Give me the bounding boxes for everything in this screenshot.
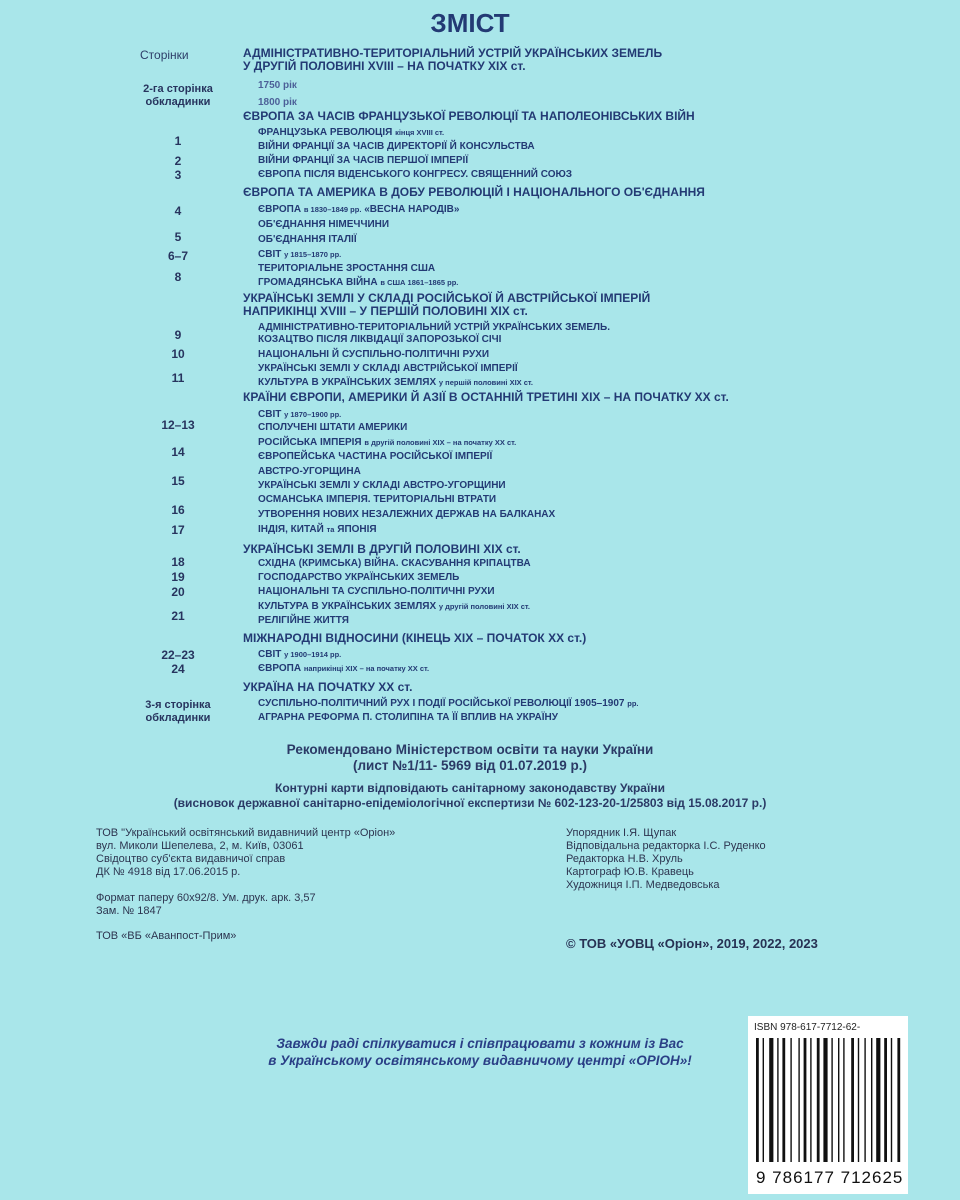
sanitary-line: Контурні карти відповідають санітарному законодавству України: [275, 781, 665, 795]
toc-item: ЄВРОПА ПІСЛЯ ВІДЕНСЬКОГО КОНГРЕСУ. СВЯЩЕННИЙ СОЮЗ: [258, 169, 573, 180]
section-title: У ДРУГІЙ ПОЛОВИНІ XVIII – НА ПОЧАТКУ XIX ст.: [243, 59, 526, 73]
toc-item: КУЛЬТУРА В УКРАЇНСЬКИХ ЗЕМЛЯХ у першій половині XIX ст.: [258, 377, 534, 388]
credit-line: Картограф Ю.В. Кравець: [566, 866, 694, 878]
page-number: 17: [171, 523, 185, 537]
toc-item: АВСТРО-УГОРЩИНА: [258, 466, 361, 477]
page-number: 10: [171, 347, 185, 361]
toc-item: СВІТ у 1900–1914 рр.: [258, 649, 342, 660]
section-title: КРАЇНИ ЄВРОПИ, АМЕРИКИ Й АЗІЇ В ОСТАННІЙ ТРЕТИНІ XIX – НА ПОЧАТКУ XX ст.: [243, 390, 729, 404]
page-number: 21: [171, 609, 185, 623]
page-number: 2: [174, 154, 182, 168]
publisher-line: ДК № 4918 від 17.06.2015 р.: [96, 866, 241, 878]
credit-line: Відповідальна редакторка І.С. Руденко: [566, 840, 766, 852]
page-number: 4: [174, 204, 182, 218]
toc-item: СВІТ у 1815–1870 рр.: [258, 249, 342, 260]
publisher-line: Свідоцтво суб'єкта видавничої справ: [96, 853, 286, 865]
credit-line: Художниця І.П. Медведовська: [566, 879, 720, 891]
format-line: Формат паперу 60x92/8. Ум. друк. арк. 3,57: [96, 892, 316, 904]
recommendation-line: Рекомендовано Міністерством освіти та науки України: [286, 742, 654, 757]
copyright: © ТОВ «УОВЦ «Оріон», 2019, 2022, 2023: [566, 936, 818, 951]
page-title: ЗМІСТ: [430, 8, 510, 38]
section-title: АДМІНІСТРАТИВНО-ТЕРИТОРІАЛЬНИЙ УСТРІЙ УКРАЇНСЬКИХ ЗЕМЕЛЬ: [243, 46, 663, 60]
toc-item: СВІТ у 1870–1900 рр.: [258, 409, 342, 420]
isbn-barcode: [748, 1016, 908, 1194]
section-title: ЄВРОПА ТА АМЕРИКА В ДОБУ РЕВОЛЮЦІЙ І НАЦІОНАЛЬНОГО ОБ'ЄДНАННЯ: [243, 185, 705, 199]
publisher-line: вул. Миколи Шепелева, 2, м. Київ, 03061: [96, 840, 304, 852]
toc-item: ОСМАНСЬКА ІМПЕРІЯ. ТЕРИТОРІАЛЬНІ ВТРАТИ: [258, 494, 497, 505]
page-number: 11: [171, 371, 185, 385]
toc-item: ВІЙНИ ФРАНЦІЇ ЗА ЧАСІВ ПЕРШОЇ ІМПЕРІЇ: [258, 155, 469, 166]
page-number: 14: [171, 445, 185, 459]
toc-item: РЕЛІГІЙНЕ ЖИТТЯ: [258, 615, 349, 626]
section-title: УКРАЇНА НА ПОЧАТКУ XX ст.: [243, 680, 413, 694]
page-number: 16: [171, 503, 185, 517]
publisher-line: ТОВ "Український освітянський видавничий центр «Оріон»: [96, 827, 396, 839]
toc-item: УКРАЇНСЬКІ ЗЕМЛІ У СКЛАДІ АВСТРО-УГОРЩИНИ: [258, 480, 506, 491]
toc-item: АГРАРНА РЕФОРМА П. СТОЛИПІНА ТА ЇЇ ВПЛИВ НА УКРАЇНУ: [258, 712, 558, 723]
section-title: УКРАЇНСЬКІ ЗЕМЛІ В ДРУГІЙ ПОЛОВИНІ XIX ст.: [243, 542, 521, 556]
credit-line: Упорядник І.Я. Щупак: [566, 827, 677, 839]
toc-item: ІНДІЯ, КИТАЙ та ЯПОНІЯ: [258, 524, 377, 535]
section-title: МІЖНАРОДНІ ВІДНОСИНИ (КІНЕЦЬ XIX – ПОЧАТОК XX ст.): [243, 631, 587, 645]
page-number: 5: [174, 230, 182, 244]
barcode-icon: [754, 1038, 904, 1166]
page-number: 1: [174, 134, 182, 148]
toc-item: НАЦІОНАЛЬНІ ТА СУСПІЛЬНО-ПОЛІТИЧНІ РУХИ: [258, 586, 495, 597]
credit-line: Редакторка Н.В. Хруль: [566, 853, 683, 865]
page-number: 3-я сторінка: [145, 699, 211, 711]
toc-item: ГРОМАДЯНСЬКА ВІЙНА в США 1861–1865 рр.: [258, 277, 459, 288]
page-number: обкладинки: [145, 712, 211, 724]
page-number: 9: [174, 328, 182, 342]
page-number: 19: [171, 570, 185, 584]
page-number: 2-га сторінка: [143, 83, 213, 95]
toc-item: КУЛЬТУРА В УКРАЇНСЬКИХ ЗЕМЛЯХ у другій половині XIX ст.: [258, 601, 531, 612]
toc-item: ОБ'ЄДНАННЯ НІМЕЧЧИНИ: [258, 219, 390, 230]
toc-item: СХІДНА (КРИМСЬКА) ВІЙНА. СКАСУВАННЯ КРІПАЦТВА: [258, 558, 531, 569]
motto-line: Завжди раді спілкуватися і співпрацювати з кожним із Вас: [276, 1036, 684, 1051]
toc-item: АДМІНІСТРАТИВНО-ТЕРИТОРІАЛЬНИЙ УСТРІЙ УКРАЇНСЬКИХ ЗЕМЕЛЬ.: [258, 322, 611, 333]
isbn-number: 9 786177 712625: [756, 1168, 904, 1187]
sanitary-line: (висновок державної санітарно-епідеміологічної експертизи № 602-123-20-1/25803 від 15.08.2017 р.): [173, 796, 767, 810]
toc-item: КОЗАЦТВО ПІСЛЯ ЛІКВІДАЦІЇ ЗАПОРОЗЬКОЇ СІЧІ: [258, 334, 502, 345]
toc-item: ОБ'ЄДНАННЯ ІТАЛІЇ: [258, 234, 357, 245]
page-number: 15: [171, 474, 185, 488]
page-number: обкладинки: [145, 96, 211, 108]
toc-item: 1750 рік: [258, 80, 297, 91]
toc-item: ВІЙНИ ФРАНЦІЇ ЗА ЧАСІВ ДИРЕКТОРІЇ Й КОНСУЛЬСТВА: [258, 141, 535, 152]
page-number: 24: [171, 662, 185, 676]
format-line: Зам. № 1847: [96, 905, 162, 917]
recommendation-line: (лист №1/11- 5969 від 01.07.2019 р.): [352, 758, 588, 773]
toc-item: СПОЛУЧЕНІ ШТАТИ АМЕРИКИ: [258, 422, 408, 433]
toc-item: РОСІЙСЬКА ІМПЕРІЯ в другій половині XIX – на початку XX ст.: [258, 437, 517, 448]
page-number: 22–23: [161, 648, 195, 662]
toc-item: НАЦІОНАЛЬНІ Й СУСПІЛЬНО-ПОЛІТИЧНІ РУХИ: [258, 349, 490, 360]
section-title: НАПРИКІНЦІ XVIII – У ПЕРШІЙ ПОЛОВИНІ XIX ст.: [243, 304, 528, 318]
printer-line: ТОВ «ВБ «Аванпост-Прим»: [96, 930, 237, 942]
toc-item: СУСПІЛЬНО-ПОЛІТИЧНИЙ РУХ І ПОДІЇ РОСІЙСЬКОЇ РЕВОЛЮЦІЇ 1905–1907 рр.: [258, 698, 639, 709]
toc-item: ФРАНЦУЗЬКА РЕВОЛЮЦІЯ кінця XVIII ст.: [258, 127, 445, 138]
motto-line: в Українському освітянському видавничому центрі «ОРІОН»!: [268, 1053, 692, 1068]
toc-item: ЄВРОПА в 1830–1849 рр. «ВЕСНА НАРОДІВ»: [258, 204, 460, 215]
toc-item: УКРАЇНСЬКІ ЗЕМЛІ У СКЛАДІ АВСТРІЙСЬКОЇ ІМПЕРІЇ: [258, 363, 518, 374]
toc-item: ТЕРИТОРІАЛЬНЕ ЗРОСТАННЯ США: [258, 263, 436, 274]
isbn-label: ISBN 978-617-7712-62-: [754, 1022, 861, 1033]
page-number: 3: [174, 168, 182, 182]
toc-item: ГОСПОДАРСТВО УКРАЇНСЬКИХ ЗЕМЕЛЬ: [258, 572, 460, 583]
toc-item: УТВОРЕННЯ НОВИХ НЕЗАЛЕЖНИХ ДЕРЖАВ НА БАЛКАНАХ: [258, 509, 556, 520]
page-number: 6–7: [167, 249, 189, 263]
page-number: 18: [171, 555, 185, 569]
toc-item: ЄВРОПА наприкінці XIX – на початку XX ст.: [258, 663, 430, 674]
toc-item: ЄВРОПЕЙСЬКА ЧАСТИНА РОСІЙСЬКОЇ ІМПЕРІЇ: [258, 451, 493, 462]
section-title: УКРАЇНСЬКІ ЗЕМЛІ У СКЛАДІ РОСІЙСЬКОЇ Й АВСТРІЙСЬКОЇ ІМПЕРІЙ: [243, 291, 651, 305]
pages-column-header: Сторінки: [140, 48, 189, 62]
page-number: 20: [171, 585, 185, 599]
toc-item: 1800 рік: [258, 97, 297, 108]
page-number: 12–13: [161, 418, 195, 432]
section-title: ЄВРОПА ЗА ЧАСІВ ФРАНЦУЗЬКОЇ РЕВОЛЮЦІЇ ТА НАПОЛЕОНІВСЬКИХ ВІЙН: [243, 109, 695, 123]
page-number: 8: [174, 270, 182, 284]
